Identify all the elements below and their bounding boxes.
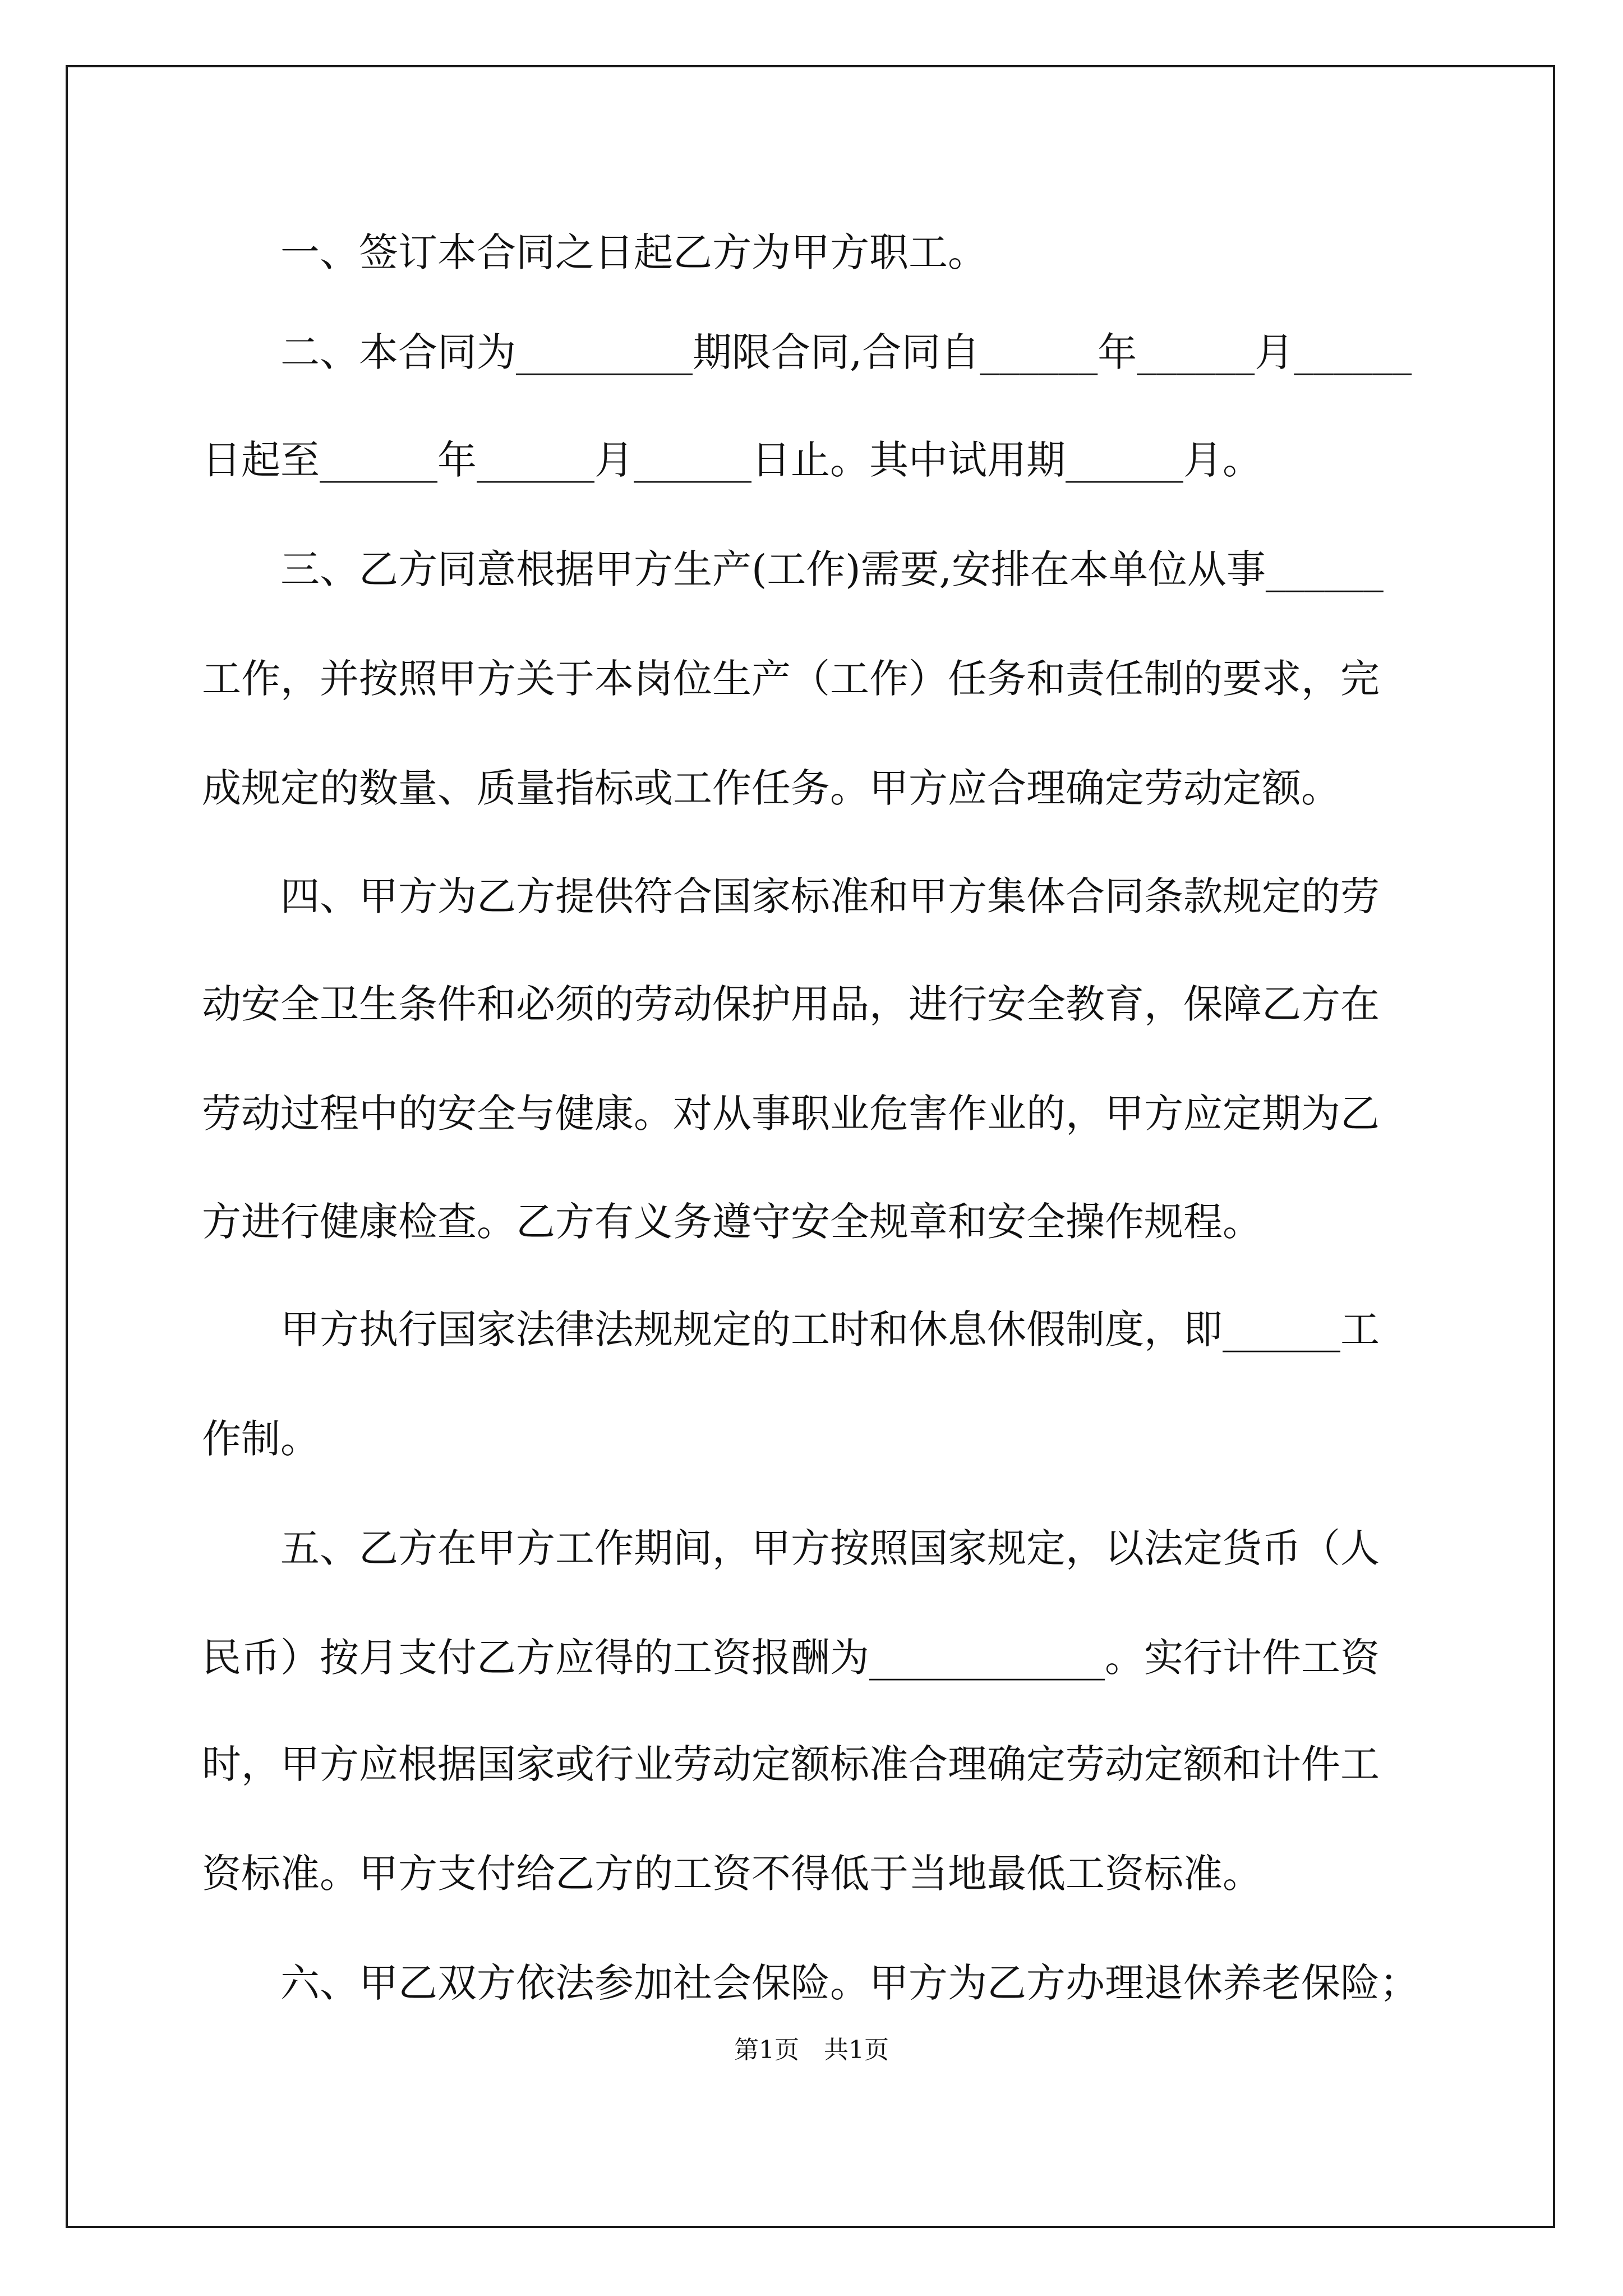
clause-4-line-2: 动安全卫生条件和必须的劳动保护用品，进行安全教育，保障乙方在 <box>202 981 1380 1027</box>
clause-5-line-1: 五、乙方在甲方工作期间，甲方按照国家规定，以法定货币（人 <box>280 1525 1380 1571</box>
work-hours-line-2: 作制。 <box>202 1416 320 1462</box>
clause-1: 一、签订本合同之日起乙方为甲方职工。 <box>280 229 987 275</box>
clause-3-line-2: 工作，并按照甲方关于本岗位生产（工作）任务和责任制的要求，完 <box>202 656 1380 702</box>
clause-4-line-4: 方进行健康检查。乙方有义务遵守安全规章和安全操作规程。 <box>202 1199 1262 1245</box>
clause-5-line-2: 民币）按月支付乙方应得的工资报酬为____________。实行计件工资 <box>202 1635 1380 1681</box>
clause-5-line-4: 资标准。甲方支付给乙方的工资不得低于当地最低工资标准。 <box>202 1851 1262 1897</box>
clause-2-line-2: 日起至______年______月______日止。其中试用期______月。 <box>202 437 1262 483</box>
clause-5-line-3: 时，甲方应根据国家或行业劳动定额标准合理确定劳动定额和计件工 <box>202 1741 1380 1787</box>
clause-4-line-1: 四、甲方为乙方提供符合国家标准和甲方集体合同条款规定的劳 <box>280 873 1380 919</box>
clause-2-line-1: 二、本合同为_________期限合同,合同自______年______月______ <box>280 329 1412 375</box>
page-footer: 第1页 共1页 <box>734 2036 889 2064</box>
clause-6-line-1: 六、甲乙双方依法参加社会保险。甲方为乙方办理退休养老保险； <box>280 1960 1419 2006</box>
work-hours-line-1: 甲方执行国家法律法规规定的工时和休息休假制度，即______工 <box>280 1306 1380 1352</box>
clause-4-line-3: 劳动过程中的安全与健康。对从事职业危害作业的，甲方应定期为乙 <box>202 1091 1380 1137</box>
clause-3-line-3: 成规定的数量、质量指标或工作任务。甲方应合理确定劳动定额。 <box>202 765 1340 811</box>
page-border <box>66 65 1555 2228</box>
clause-3-line-1: 三、乙方同意根据甲方生产(工作)需要,安排在本单位从事______ <box>280 546 1384 592</box>
